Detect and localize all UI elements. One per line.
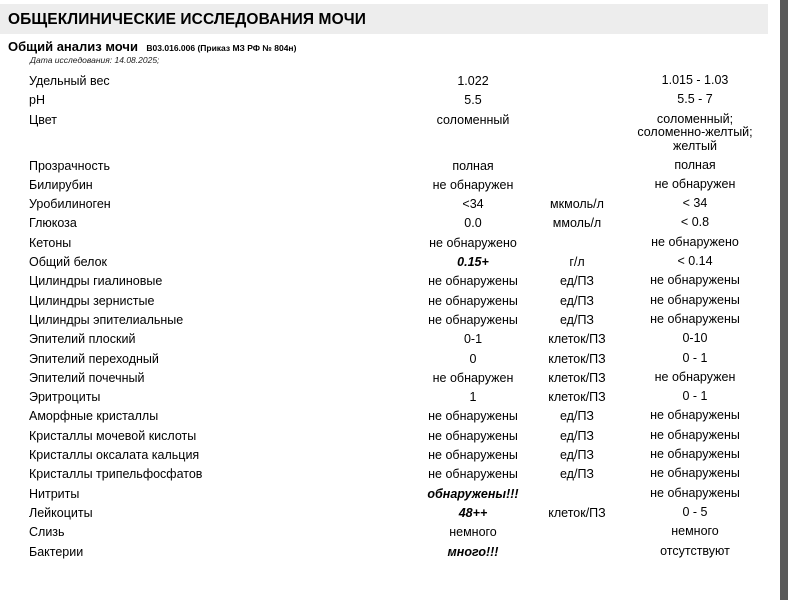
result-unit: клеток/ПЗ	[548, 505, 606, 520]
result-row	[0, 543, 770, 562]
result-value: 1	[469, 390, 477, 405]
result-name: Кристаллы мочевой кислоты	[29, 428, 197, 443]
result-value: не обнаружен	[432, 177, 514, 192]
result-value: соломенный	[436, 112, 510, 127]
result-name: Эпителий плоский	[29, 332, 136, 347]
result-value: полная	[452, 158, 494, 173]
result-row	[0, 350, 770, 369]
result-reference: не обнаружен	[654, 176, 736, 191]
result-row	[0, 407, 770, 426]
result-value: не обнаружены	[428, 312, 518, 327]
result-value: много!!!	[447, 544, 499, 559]
result-value: не обнаружено	[429, 235, 517, 250]
result-reference: не обнаружены	[650, 311, 740, 326]
result-unit: клеток/ПЗ	[548, 390, 606, 405]
result-value: немного	[449, 525, 497, 540]
result-value: не обнаружены	[428, 409, 518, 424]
result-row	[0, 485, 770, 504]
result-row	[0, 465, 770, 484]
result-reference: отсутствуют	[660, 543, 730, 558]
result-row	[0, 427, 770, 446]
result-name: Кристаллы оксалата кальция	[29, 448, 200, 463]
result-row	[0, 253, 770, 272]
section-header	[0, 4, 768, 34]
result-row	[0, 330, 770, 349]
results-table	[0, 72, 770, 562]
scrollbar[interactable]	[780, 0, 788, 600]
result-name: Эпителий переходный	[29, 351, 159, 366]
result-unit: ед/ПЗ	[560, 409, 594, 424]
result-row	[0, 369, 770, 388]
result-unit: ммоль/л	[552, 216, 602, 231]
result-name: Цилиндры гиалиновые	[29, 274, 163, 289]
result-reference: не обнаружено	[651, 234, 739, 249]
result-value: 0.15+	[457, 255, 489, 270]
result-row	[0, 157, 770, 176]
result-reference: 0 - 5	[682, 504, 708, 519]
result-row	[0, 214, 770, 233]
result-unit: мкмоль/л	[550, 197, 604, 212]
result-name: Общий белок	[29, 255, 108, 270]
result-row	[0, 446, 770, 465]
result-value: не обнаружен	[432, 370, 514, 385]
result-row	[0, 91, 770, 110]
result-value: не обнаружены	[428, 467, 518, 482]
result-row	[0, 234, 770, 253]
result-reference: не обнаружены	[650, 408, 740, 423]
result-value: 5.5	[464, 93, 482, 108]
analysis-date: Дата исследования: 14.08.2025;	[30, 55, 160, 65]
result-value: обнаружены!!!	[427, 486, 519, 501]
result-row	[0, 292, 770, 311]
result-reference: 5.5 - 7	[677, 92, 713, 107]
result-name: Глюкоза	[29, 216, 77, 231]
result-reference: 1.015 - 1.03	[661, 73, 729, 87]
result-unit: клеток/ПЗ	[548, 370, 606, 385]
result-reference: не обнаружены	[650, 427, 740, 442]
section-title: ОБЩЕКЛИНИЧЕСКИЕ ИССЛЕДОВАНИЯ МОЧИ	[8, 11, 366, 28]
analysis-title	[8, 38, 296, 56]
result-reference: 0 - 1	[682, 350, 708, 365]
result-row	[0, 72, 770, 91]
result-reference: < 0.8	[680, 215, 710, 230]
analysis-code: B03.016.006 (Приказ МЗ РФ № 804н)	[146, 43, 297, 53]
result-name: Удельный вес	[29, 74, 110, 88]
result-row	[0, 523, 770, 542]
result-reference: полная	[674, 157, 716, 172]
result-row	[0, 195, 770, 214]
result-reference: < 0.14	[677, 254, 713, 269]
analysis-name: Общий анализ мочи	[8, 39, 138, 54]
result-unit: ед/ПЗ	[560, 448, 594, 463]
result-unit: ед/ПЗ	[560, 274, 594, 289]
result-row	[0, 311, 770, 330]
result-value: 48++	[458, 505, 488, 520]
result-name: Кристаллы трипельфосфатов	[29, 467, 203, 482]
result-name: Уробилиноген	[29, 197, 111, 212]
result-unit: ед/ПЗ	[560, 467, 594, 482]
result-value: 0.0	[464, 216, 482, 231]
result-value: 0-1	[463, 332, 483, 347]
result-name: Эритроциты	[29, 390, 101, 405]
result-name: Бактерии	[29, 544, 84, 559]
result-value: <34	[462, 197, 484, 212]
result-value: 1.022	[457, 74, 489, 88]
result-unit: ед/ПЗ	[560, 293, 594, 308]
result-value: 0	[469, 351, 477, 366]
result-name: Аморфные кристаллы	[29, 409, 159, 424]
result-unit: клеток/ПЗ	[548, 332, 606, 347]
result-reference: < 34	[682, 196, 708, 211]
result-name: Цилиндры зернистые	[29, 293, 155, 308]
result-name: Цвет	[29, 112, 58, 127]
result-name: Нитриты	[29, 486, 80, 501]
result-reference: 0 - 1	[682, 389, 708, 404]
result-reference: не обнаружен	[654, 369, 736, 384]
result-unit: клеток/ПЗ	[548, 351, 606, 366]
result-value: не обнаружены	[428, 293, 518, 308]
result-reference: не обнаружены	[650, 447, 740, 462]
result-value: не обнаружены	[428, 428, 518, 443]
result-value: не обнаружены	[428, 274, 518, 289]
result-reference: не обнаружены	[650, 485, 740, 500]
result-name: Эпителий почечный	[29, 370, 145, 385]
result-reference: не обнаружены	[650, 292, 740, 307]
result-unit: ед/ПЗ	[560, 312, 594, 327]
result-unit: ед/ПЗ	[560, 428, 594, 443]
result-name: Лейкоциты	[29, 505, 93, 520]
result-reference: 0-10	[682, 331, 708, 346]
result-name: Слизь	[29, 525, 65, 540]
result-reference: не обнаружены	[650, 466, 740, 481]
result-row	[0, 111, 770, 157]
result-name: Прозрачность	[29, 158, 110, 173]
result-value: не обнаружены	[428, 448, 518, 463]
result-row	[0, 504, 770, 523]
result-reference: немного	[671, 524, 719, 539]
result-row	[0, 272, 770, 291]
result-unit: г/л	[569, 255, 585, 270]
result-row	[0, 388, 770, 407]
result-name: Цилиндры эпителиальные	[29, 312, 184, 327]
result-reference: не обнаружены	[650, 273, 740, 288]
result-name: Кетоны	[29, 235, 72, 250]
result-name: Билирубин	[29, 177, 93, 192]
result-name: pH	[29, 93, 45, 108]
result-reference: соломенный; соломенно-желтый; желтый	[637, 111, 753, 153]
result-row	[0, 176, 770, 195]
